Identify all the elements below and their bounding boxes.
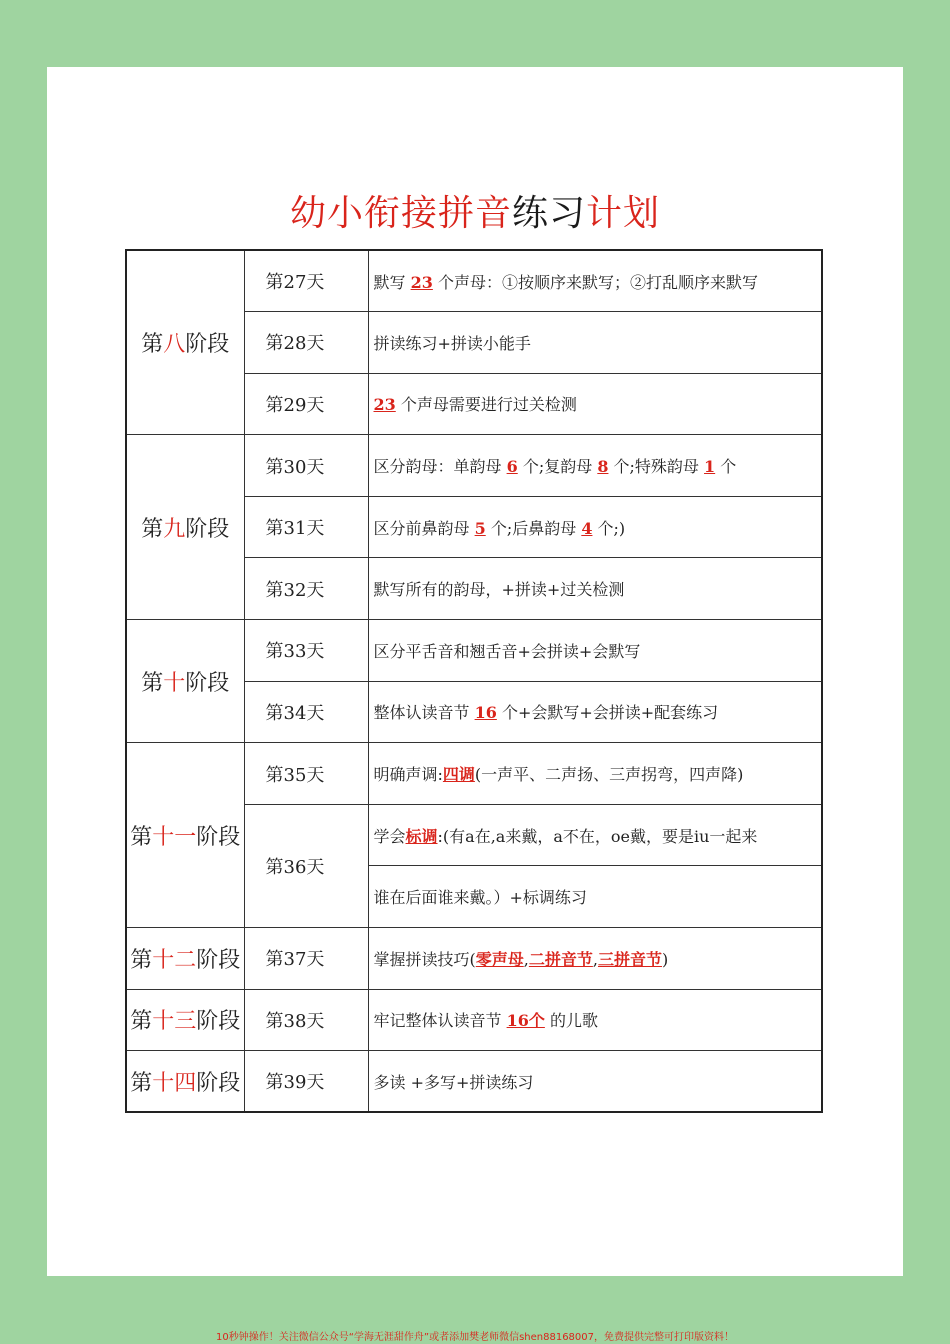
day-cell: 第35天 [244,743,368,805]
task-cell: 整体认读音节 16 个+会默写+会拼读+配套练习 [368,681,822,743]
page-title: 幼小衔接拼音练习计划 [289,193,661,234]
task-cell: 区分平舌音和翘舌音+会拼读+会默写 [368,620,822,682]
day-cell: 第33天 [244,620,368,682]
stage-cell: 第九阶段 [126,435,244,620]
stage-cell: 第十三阶段 [126,989,244,1051]
plan-table [125,249,823,1113]
stage-cell: 第八阶段 [126,250,244,435]
day-cell: 第32天 [244,558,368,620]
day-cell: 第31天 [244,496,368,558]
stage-cell: 第十阶段 [126,620,244,743]
day-cell: 第38天 [244,989,368,1051]
table-row [126,928,822,990]
table-row [126,250,822,312]
footer-note: 10秒钟操作！关注微信公众号“学海无涯甜作舟”或者添加樊老师微信shen88168007，免费提供完整可打印版资料！ [215,1332,735,1343]
day-cell: 第36天 [244,804,368,927]
day-cell: 第34天 [244,681,368,743]
task-cell: 默写 23 个声母：①按顺序来默写；②打乱顺序来默写 [368,250,822,312]
task-cell: 掌握拼读技巧(零声母,二拼音节,三拼音节) [368,928,822,990]
task-cell: 学会标调:(有a在,a来戴，a不在，oe戴，要是iu一起来 [368,804,822,866]
stage-cell: 第十二阶段 [126,928,244,990]
day-cell: 第29天 [244,373,368,435]
task-cell: 23 个声母需要进行过关检测 [368,373,822,435]
task-cell: 多读 +多写+拼读练习 [368,1051,822,1113]
day-cell: 第27天 [244,250,368,312]
table-row [126,1051,822,1113]
day-cell: 第39天 [244,1051,368,1113]
task-cell: 默写所有的韵母，+拼读+过关检测 [368,558,822,620]
stage-cell: 第十四阶段 [126,1051,244,1113]
table-row [126,743,822,805]
day-cell: 第30天 [244,435,368,497]
table-row [126,435,822,497]
task-cell: 区分韵母：单韵母 6 个;复韵母 8 个;特殊韵母 1 个 [368,435,822,497]
task-cell: 牢记整体认读音节 16个 的儿歌 [368,989,822,1051]
stage-cell: 第十一阶段 [126,743,244,928]
task-cell: 明确声调:四调(一声平、二声扬、三声拐弯，四声降) [368,743,822,805]
day-cell: 第37天 [244,928,368,990]
task-cell: 谁在后面谁来戴。）+标调练习 [368,866,822,928]
day-cell: 第28天 [244,312,368,374]
task-cell: 拼读练习+拼读小能手 [368,312,822,374]
table-row [126,989,822,1051]
task-cell: 区分前鼻韵母 5 个;后鼻韵母 4 个;) [368,496,822,558]
table-row [126,620,822,682]
